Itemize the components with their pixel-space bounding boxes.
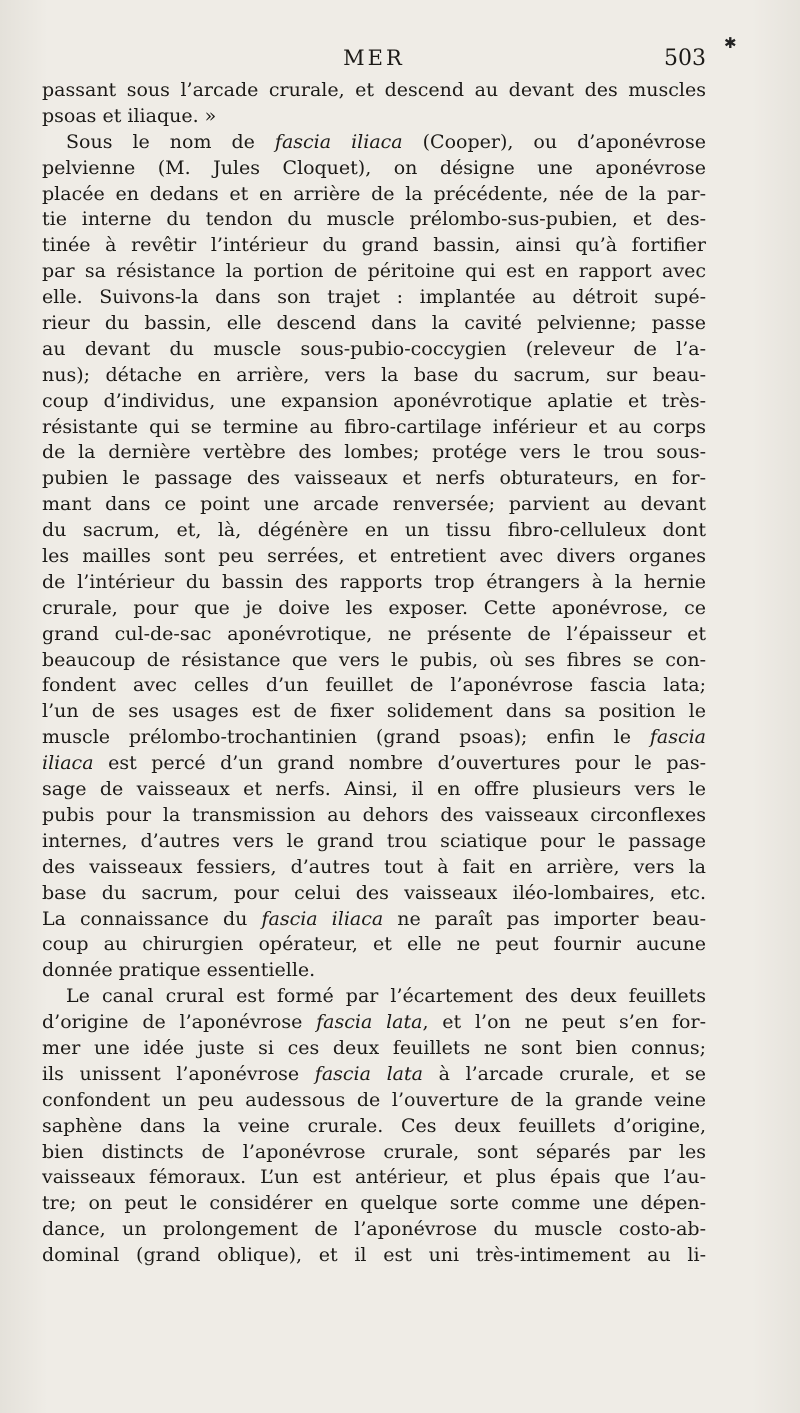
text-line: mer une idée juste si ces deux feuillets ne sont bien connus;	[42, 1036, 706, 1059]
text-line: du sacrum, et, là, dégénère en un tissu fibro-celluleux dont	[42, 519, 706, 542]
text-line: crurale, pour que je doive les exposer. Cette aponévrose, ce	[42, 596, 706, 619]
text-line: dominal (grand oblique), et il est uni très-intimement au li-	[42, 1244, 706, 1267]
text-line: fondent avec celles d’un feuillet de l’aponévrose fascia lata;	[42, 674, 706, 697]
text-line: rieur du bassin, elle descend dans la cavité pelvienne; passe	[42, 312, 706, 335]
page-number: 503	[664, 46, 706, 71]
text-line: de la dernière vertèbre des lombes; protége vers le trou sous-	[42, 441, 706, 464]
text-line: muscle prélombo-trochantinien (grand psoas); enfin le fascia	[42, 726, 706, 749]
text-line: La connaissance du fascia iliaca ne paraît pas importer beau-	[42, 907, 706, 930]
text-line: placée en dedans et en arrière de la précédente, née de la par-	[42, 182, 706, 205]
text-line: psoas et iliaque. »	[42, 104, 217, 127]
text-line: Sous le nom de fascia iliaca (Cooper), ou d’aponévrose	[66, 130, 706, 153]
text-line: mant dans ce point une arcade renversée; parvient au devant	[42, 493, 706, 516]
body-text	[42, 78, 706, 1269]
text-line: internes, d’autres vers le grand trou sciatique pour le passage	[42, 829, 706, 852]
text-line: d’origine de l’aponévrose fascia lata, et l’on ne peut s’en for-	[42, 1011, 706, 1034]
text-line: nus); détache en arrière, vers la base du sacrum, sur beau-	[42, 363, 706, 386]
text-line: iliaca est percé d’un grand nombre d’ouvertures pour le pas-	[42, 752, 706, 775]
text-line: par sa résistance la portion de péritoine qui est en rapport avec	[42, 260, 706, 283]
text-line: beaucoup de résistance que vers le pubis, où ses fibres se con-	[42, 648, 706, 671]
text-line: sage de vaisseaux et nerfs. Ainsi, il en offre plusieurs vers le	[42, 778, 706, 801]
text-line: grand cul-de-sac aponévrotique, ne présente de l’épaisseur et	[42, 622, 706, 645]
text-line: tie interne du tendon du muscle prélombo-sus-pubien, et des-	[42, 208, 706, 231]
text-line: tre; on peut le considérer en quelque sorte comme une dépen-	[42, 1192, 706, 1215]
text-line: saphène dans la veine crurale. Ces deux feuillets d’origine,	[42, 1114, 706, 1137]
text-line: base du sacrum, pour celui des vaisseaux iléo-lombaires, etc.	[42, 881, 706, 904]
text-line: pelvienne (M. Jules Cloquet), on désigne une aponévrose	[42, 156, 706, 179]
text-line: des vaisseaux fessiers, d’autres tout à fait en arrière, vers la	[42, 855, 706, 878]
text-line: coup au chirurgien opérateur, et elle ne peut fournir aucune	[42, 933, 706, 956]
page-header	[42, 44, 706, 80]
running-head: MER	[343, 46, 405, 70]
text-line: coup d’individus, une expansion aponévrotique aplatie et très-	[42, 389, 706, 412]
text-line: pubis pour la transmission au dehors des vaisseaux circonflexes	[42, 803, 706, 826]
text-line: de l’intérieur du bassin des rapports trop étrangers à la hernie	[42, 570, 706, 593]
text-line: bien distincts de l’aponévrose crurale, sont séparés par les	[42, 1140, 706, 1163]
text-line: dance, un prolongement de l’aponévrose du muscle costo-ab-	[42, 1218, 706, 1241]
text-line: Le canal crural est formé par l’écartement des deux feuillets	[66, 985, 706, 1008]
text-line: au devant du muscle sous-pubio-coccygien (releveur de l’a-	[42, 337, 706, 360]
text-line: elle. Suivons-la dans son trajet : implantée au détroit supé-	[42, 286, 706, 309]
star-mark-icon: ✱	[724, 34, 737, 52]
text-line: vaisseaux fémoraux. L’un est antérieur, et plus épais que l’au-	[42, 1166, 706, 1189]
text-line: ils unissent l’aponévrose fascia lata à l’arcade crurale, et se	[42, 1062, 706, 1085]
text-line: confondent un peu audessous de l’ouverture de la grande veine	[42, 1088, 706, 1111]
text-line: résistante qui se termine au fibro-cartilage inférieur et au corps	[42, 415, 706, 438]
text-line: tinée à revêtir l’intérieur du grand bassin, ainsi qu’à fortifier	[42, 234, 706, 257]
text-line: pubien le passage des vaisseaux et nerfs obturateurs, en for-	[42, 467, 706, 490]
text-line: passant sous l’arcade crurale, et descend au devant des muscles	[42, 79, 706, 101]
text-line: donnée pratique essentielle.	[42, 959, 316, 982]
text-line: les mailles sont peu serrées, et entretient avec divers organes	[42, 545, 706, 568]
text-line: l’un de ses usages est de fixer solidement dans sa position le	[42, 700, 706, 723]
